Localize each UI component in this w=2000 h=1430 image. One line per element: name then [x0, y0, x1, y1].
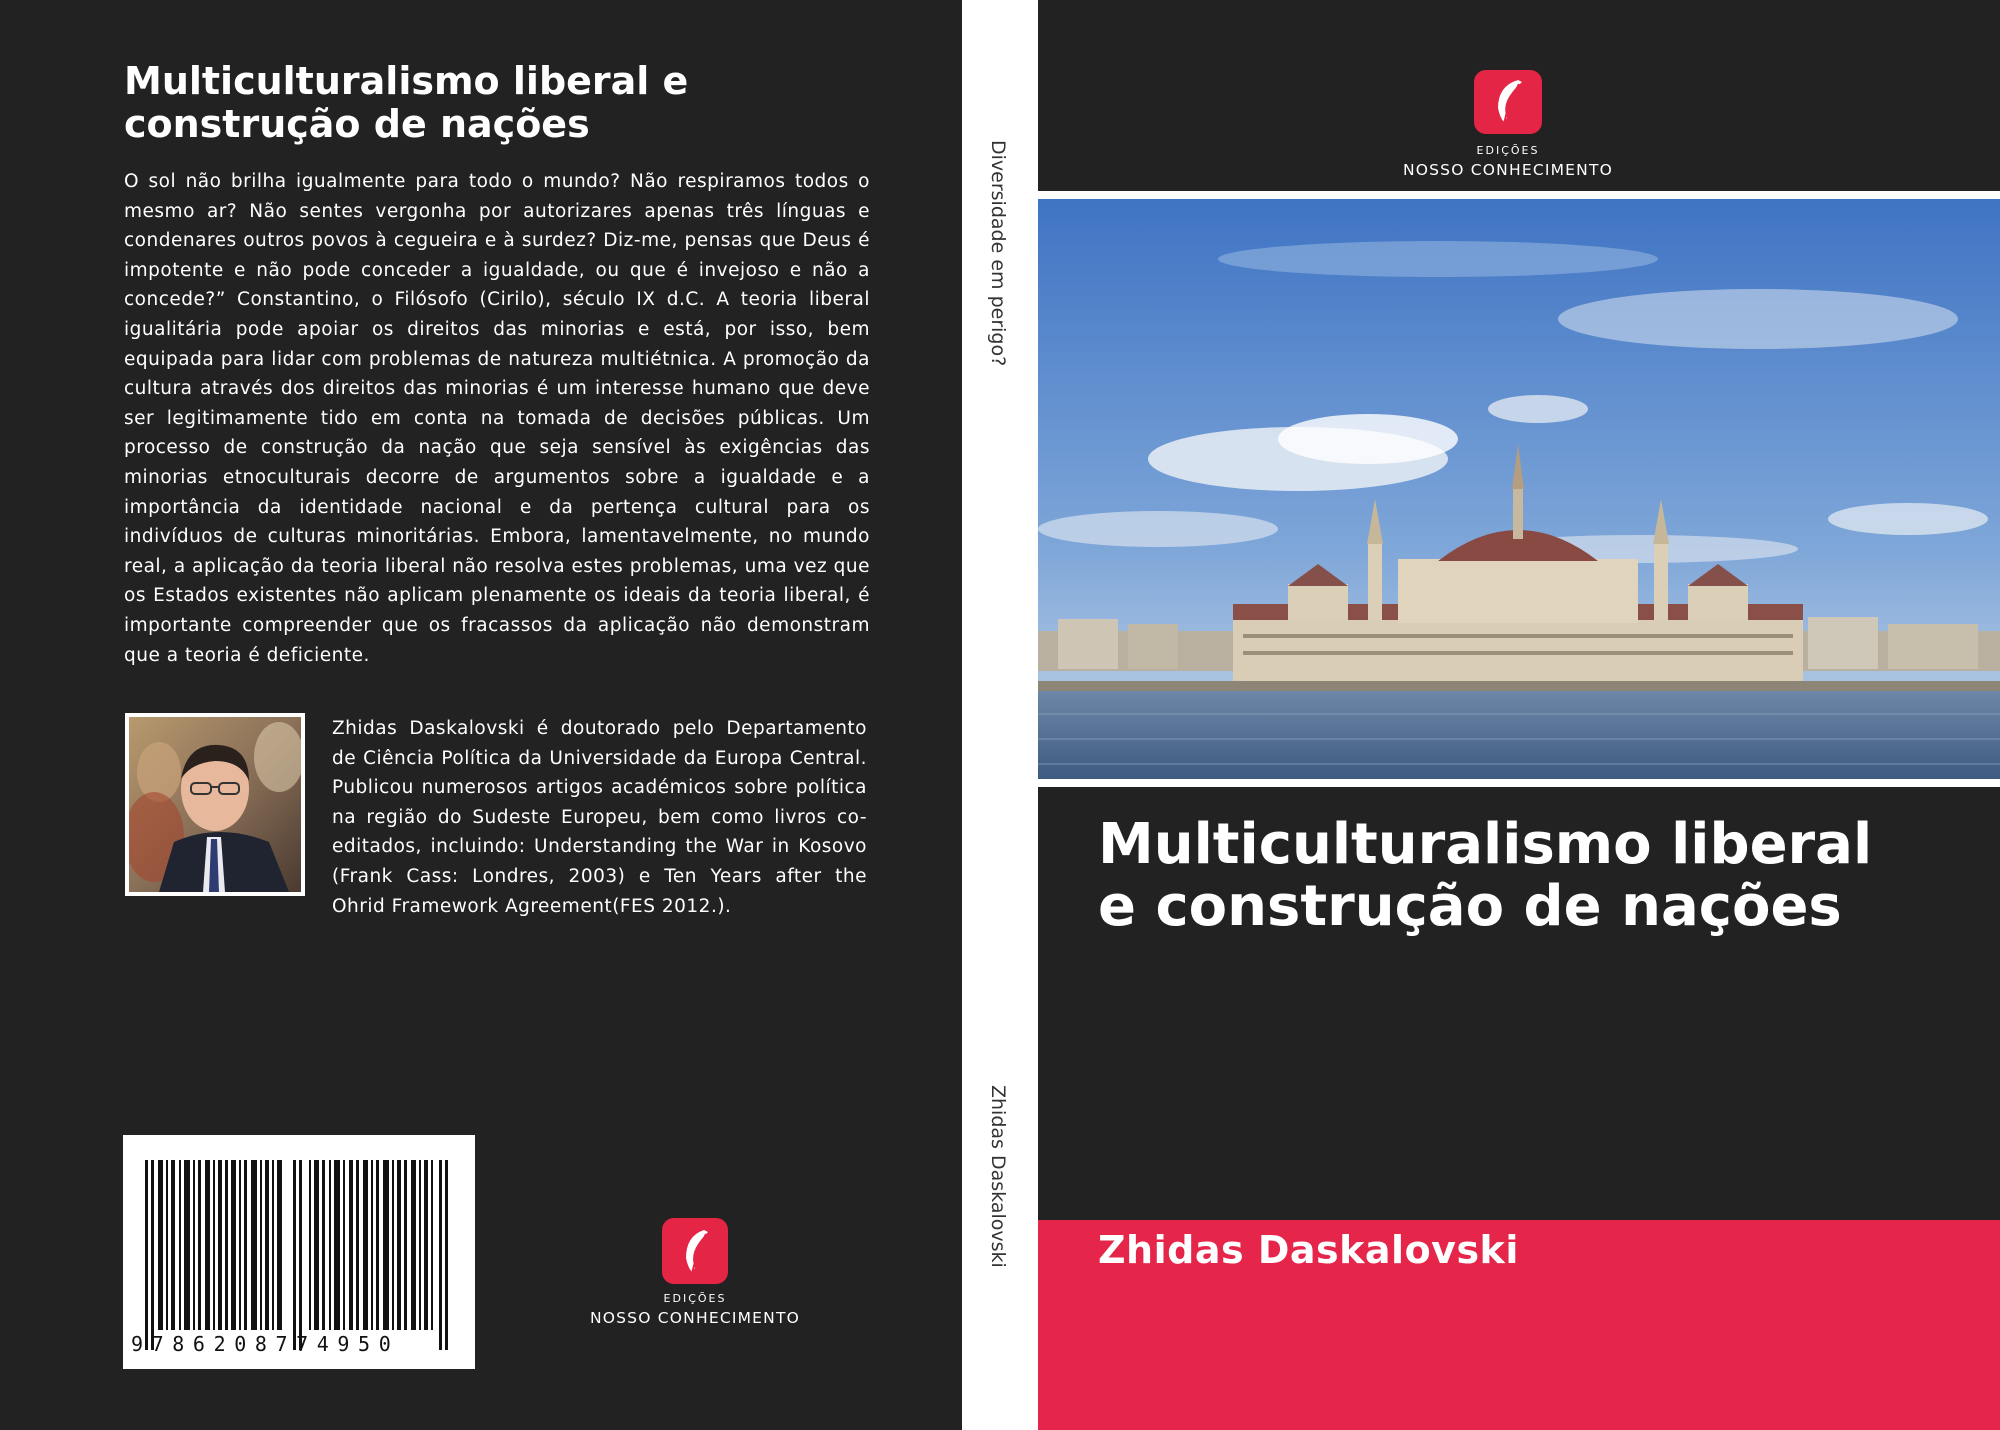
isbn-barcode — [123, 1135, 475, 1369]
publisher-line1: EDIÇÕES — [663, 1292, 727, 1305]
front-author: Zhidas Daskalovski — [1098, 1228, 1519, 1272]
back-publisher-logo — [560, 1218, 830, 1327]
publisher-line2: NOSSO CONHECIMENTO — [1402, 161, 1614, 179]
spine — [962, 0, 1038, 1430]
parliament-photo — [1038, 199, 2000, 779]
front-title: Multiculturalismo liberal e construção de nações — [1098, 812, 1873, 939]
feather-icon — [1474, 70, 1542, 134]
author-photo — [125, 713, 305, 896]
front-publisher-logo — [1358, 70, 1658, 179]
publisher-line1: EDIÇÕES — [1476, 144, 1540, 157]
isbn-digits: 9786208774950 — [131, 1332, 400, 1356]
back-title: Multiculturalismo liberal e construção de nações — [124, 59, 689, 146]
spine-title: Diversidade em perigo? — [987, 140, 1009, 367]
spine-author: Zhidas Daskalovski — [987, 1085, 1009, 1268]
top-divider — [1038, 191, 2000, 199]
cover-photo — [1038, 199, 2000, 779]
author-bio: Zhidas Daskalovski é doutorado pelo Departamento de Ciência Política da Universidade da Europa Central. Publicou numerosos artigos académicos sobre política na região do Sudeste Europeu, bem como livros co-editados, incluindo: Understanding the War in Kosovo (Frank Cass: Londres, 2003) e Ten Years after the Ohrid Framework Agreement(FES 2012.). — [332, 718, 867, 917]
front-cover — [1038, 0, 2000, 1430]
feather-icon — [662, 1218, 728, 1284]
bottom-divider — [1038, 779, 2000, 787]
publisher-line2: NOSSO CONHECIMENTO — [589, 1309, 801, 1327]
back-cover — [0, 0, 962, 1430]
back-blurb: O sol não brilha igualmente para todo o mundo? Não respiramos todos o mesmo ar? Não sentes vergonha por autorizares apenas três línguas e condenares outros povos à cegueira e à surdez? Diz-me, pensas que Deus é impotente e não pode conceder a igualdade, ou que é invejoso e não a concede?” Constantino, o Filósofo (Cirilo), século IX d.C. A teoria liberal igualitária pode apoiar os direitos das minorias e está, por isso, bem equipada para lidar com problemas de natureza multiétnica. A promoção da cultura através dos direitos das minorias é um interesse humano que deve ser legitimamente tido em conta na tomada de decisões públicas. Um processo de construção da nação que seja sensível às exigências das minorias etnoculturais decorre de argumentos sobre a igualdade e a importância da identidade nacional e da pertença cultural para os indivíduos de culturas minoritárias. Embora, lamentavelmente, no mundo real, a aplicação da teoria liberal não resolva estes problemas, uma vez que os Estados existentes não aplicam plenamente os ideais da teoria liberal, é importante compreender que os fracassos da aplicação não demonstram que a teoria é deficiente. — [124, 171, 870, 666]
author-portrait-image — [129, 717, 301, 892]
